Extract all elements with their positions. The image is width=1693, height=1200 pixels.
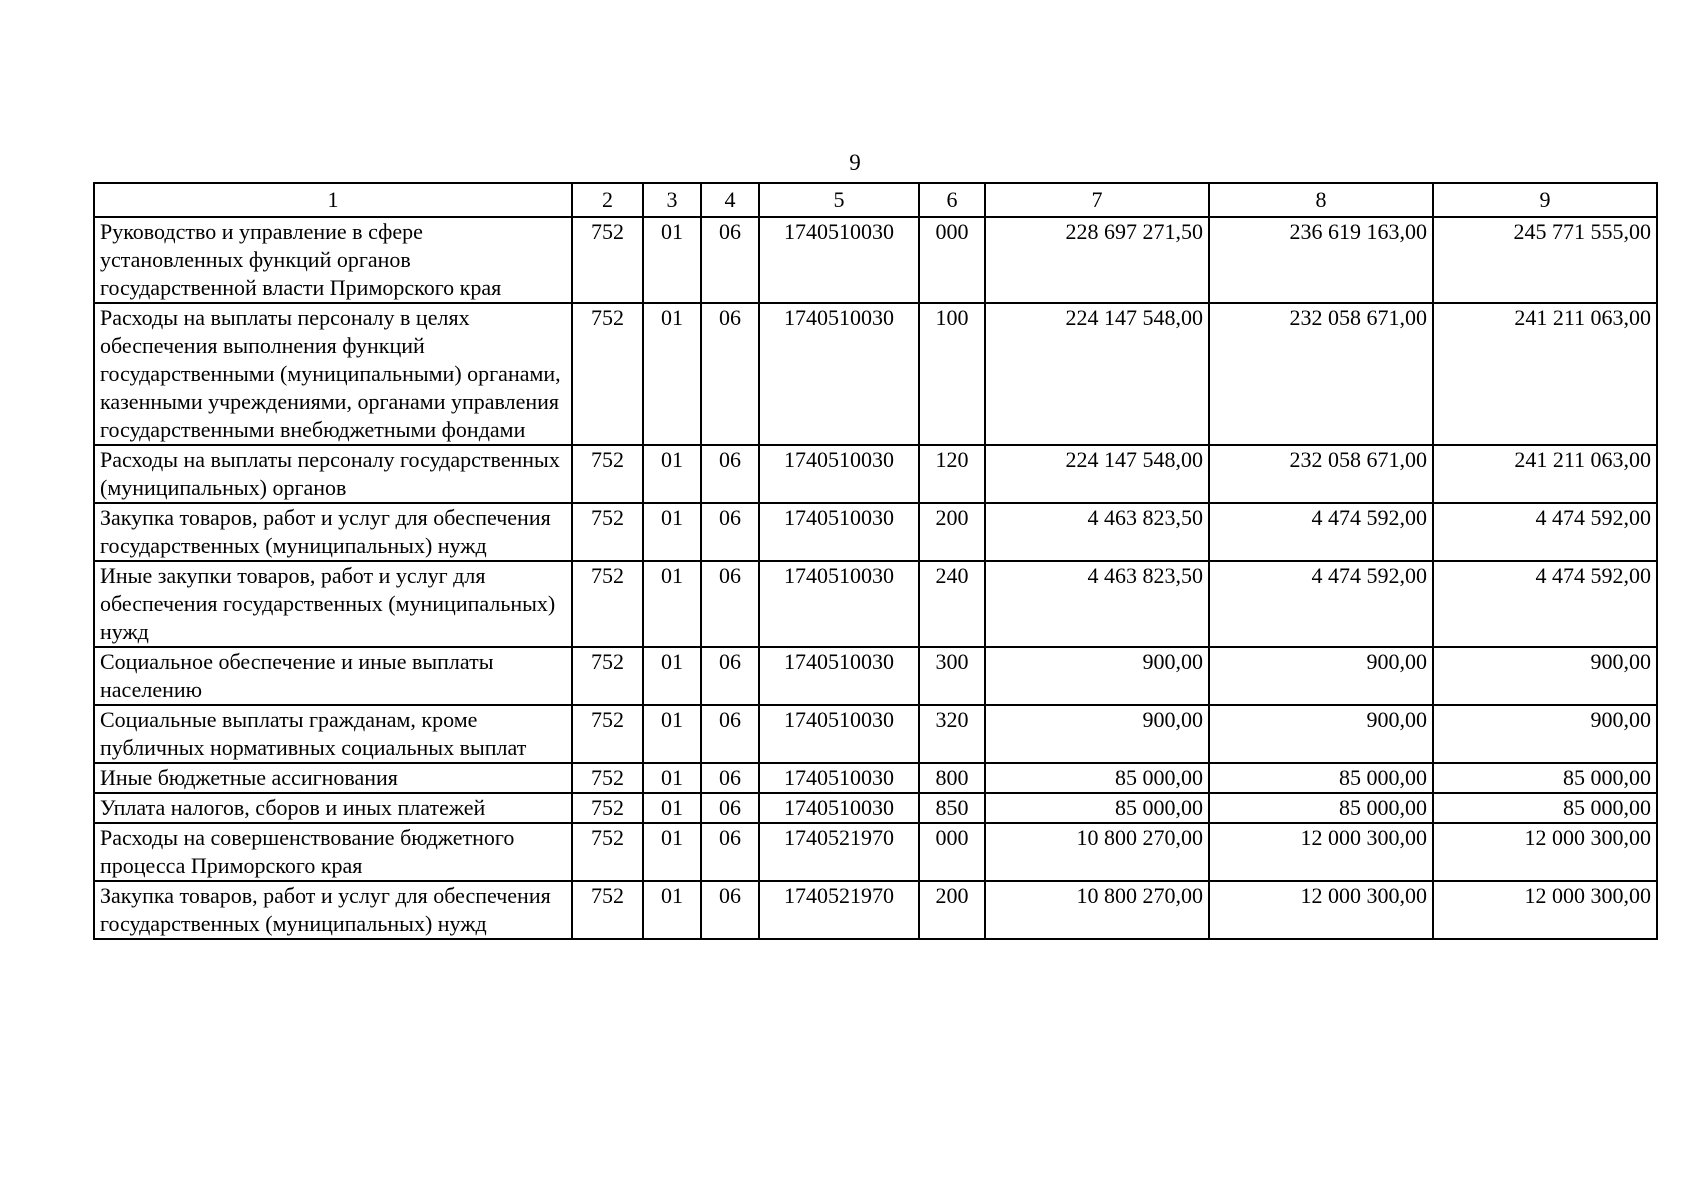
cell-name: Социальные выплаты гражданам, кроме публичных нормативных социальных выплат (94, 705, 572, 763)
cell-code: 1740510030 (759, 561, 919, 647)
cell-amount: 85 000,00 (985, 793, 1209, 823)
cell-code: 850 (919, 793, 985, 823)
column-header: 3 (643, 183, 701, 217)
cell-amount: 224 147 548,00 (985, 445, 1209, 503)
cell-code: 01 (643, 705, 701, 763)
cell-code: 01 (643, 561, 701, 647)
cell-name: Закупка товаров, работ и услуг для обеспечения государственных (муниципальных) нужд (94, 881, 572, 939)
cell-amount: 4 474 592,00 (1433, 561, 1657, 647)
cell-code: 06 (701, 303, 759, 445)
cell-code: 1740510030 (759, 303, 919, 445)
cell-code: 1740510030 (759, 793, 919, 823)
cell-amount: 4 474 592,00 (1209, 561, 1433, 647)
cell-code: 01 (643, 763, 701, 793)
cell-code: 320 (919, 705, 985, 763)
cell-code: 1740521970 (759, 823, 919, 881)
column-header: 8 (1209, 183, 1433, 217)
cell-code: 06 (701, 445, 759, 503)
table-row (94, 823, 1657, 881)
table-row (94, 881, 1657, 939)
cell-code: 01 (643, 217, 701, 303)
cell-code: 752 (572, 793, 643, 823)
cell-code: 200 (919, 881, 985, 939)
cell-code: 06 (701, 823, 759, 881)
cell-code: 752 (572, 303, 643, 445)
cell-code: 752 (572, 445, 643, 503)
table-row (94, 705, 1657, 763)
table-row (94, 793, 1657, 823)
cell-amount: 232 058 671,00 (1209, 445, 1433, 503)
cell-amount: 900,00 (1433, 647, 1657, 705)
page-number: 9 (849, 150, 861, 175)
cell-code: 06 (701, 705, 759, 763)
cell-code: 06 (701, 793, 759, 823)
cell-code: 01 (643, 503, 701, 561)
cell-code: 06 (701, 881, 759, 939)
table-row (94, 445, 1657, 503)
cell-amount: 12 000 300,00 (1433, 881, 1657, 939)
table-row (94, 503, 1657, 561)
cell-name: Руководство и управление в сфере установленных функций органов государственной власти Приморского края (94, 217, 572, 303)
cell-code: 000 (919, 823, 985, 881)
column-header: 5 (759, 183, 919, 217)
cell-code: 300 (919, 647, 985, 705)
cell-amount: 900,00 (985, 705, 1209, 763)
cell-amount: 4 463 823,50 (985, 561, 1209, 647)
cell-amount: 241 211 063,00 (1433, 303, 1657, 445)
cell-amount: 228 697 271,50 (985, 217, 1209, 303)
cell-amount: 900,00 (985, 647, 1209, 705)
cell-amount: 4 474 592,00 (1209, 503, 1433, 561)
column-header: 9 (1433, 183, 1657, 217)
cell-amount: 900,00 (1209, 647, 1433, 705)
cell-amount: 85 000,00 (1209, 793, 1433, 823)
cell-name: Иные закупки товаров, работ и услуг для обеспечения государственных (муниципальных) нужд (94, 561, 572, 647)
cell-code: 01 (643, 793, 701, 823)
cell-amount: 10 800 270,00 (985, 881, 1209, 939)
column-header: 2 (572, 183, 643, 217)
cell-name: Расходы на выплаты персоналу в целях обеспечения выполнения функций государственными (муниципальными) органами, казенными учреждениями, органами управления государственными внебюджетными фондами (94, 303, 572, 445)
cell-code: 06 (701, 763, 759, 793)
cell-code: 200 (919, 503, 985, 561)
cell-code: 01 (643, 823, 701, 881)
cell-amount: 236 619 163,00 (1209, 217, 1433, 303)
cell-code: 752 (572, 561, 643, 647)
cell-code: 120 (919, 445, 985, 503)
cell-amount: 85 000,00 (1433, 793, 1657, 823)
cell-name: Закупка товаров, работ и услуг для обеспечения государственных (муниципальных) нужд (94, 503, 572, 561)
cell-code: 752 (572, 217, 643, 303)
cell-amount: 232 058 671,00 (1209, 303, 1433, 445)
cell-code: 752 (572, 823, 643, 881)
table-row (94, 647, 1657, 705)
cell-amount: 224 147 548,00 (985, 303, 1209, 445)
column-header: 6 (919, 183, 985, 217)
cell-code: 752 (572, 881, 643, 939)
cell-amount: 12 000 300,00 (1209, 823, 1433, 881)
cell-amount: 900,00 (1433, 705, 1657, 763)
table-row (94, 561, 1657, 647)
cell-amount: 241 211 063,00 (1433, 445, 1657, 503)
cell-code: 01 (643, 303, 701, 445)
cell-code: 06 (701, 217, 759, 303)
cell-code: 752 (572, 705, 643, 763)
cell-code: 1740510030 (759, 763, 919, 793)
cell-code: 1740521970 (759, 881, 919, 939)
cell-code: 100 (919, 303, 985, 445)
cell-amount: 245 771 555,00 (1433, 217, 1657, 303)
cell-code: 01 (643, 647, 701, 705)
cell-code: 01 (643, 881, 701, 939)
cell-code: 800 (919, 763, 985, 793)
table-row (94, 217, 1657, 303)
column-header: 4 (701, 183, 759, 217)
cell-amount: 900,00 (1209, 705, 1433, 763)
cell-code: 1740510030 (759, 647, 919, 705)
cell-code: 06 (701, 561, 759, 647)
budget-table (93, 182, 1658, 940)
cell-name: Расходы на выплаты персоналу государственных (муниципальных) органов (94, 445, 572, 503)
cell-name: Расходы на совершенствование бюджетного процесса Приморского края (94, 823, 572, 881)
cell-code: 000 (919, 217, 985, 303)
cell-amount: 4 474 592,00 (1433, 503, 1657, 561)
table-row (94, 303, 1657, 445)
cell-amount: 85 000,00 (985, 763, 1209, 793)
cell-amount: 12 000 300,00 (1433, 823, 1657, 881)
cell-code: 752 (572, 647, 643, 705)
cell-name: Уплата налогов, сборов и иных платежей (94, 793, 572, 823)
cell-code: 1740510030 (759, 705, 919, 763)
cell-code: 1740510030 (759, 503, 919, 561)
cell-amount: 85 000,00 (1209, 763, 1433, 793)
table-row (94, 763, 1657, 793)
cell-code: 06 (701, 647, 759, 705)
cell-amount: 4 463 823,50 (985, 503, 1209, 561)
cell-code: 752 (572, 503, 643, 561)
cell-code: 1740510030 (759, 445, 919, 503)
cell-code: 01 (643, 445, 701, 503)
cell-code: 06 (701, 503, 759, 561)
cell-code: 752 (572, 763, 643, 793)
cell-amount: 12 000 300,00 (1209, 881, 1433, 939)
cell-code: 240 (919, 561, 985, 647)
column-header: 1 (94, 183, 572, 217)
cell-amount: 85 000,00 (1433, 763, 1657, 793)
cell-name: Иные бюджетные ассигнования (94, 763, 572, 793)
cell-code: 1740510030 (759, 217, 919, 303)
header-row (94, 183, 1657, 217)
cell-amount: 10 800 270,00 (985, 823, 1209, 881)
column-header: 7 (985, 183, 1209, 217)
cell-name: Социальное обеспечение и иные выплаты населению (94, 647, 572, 705)
